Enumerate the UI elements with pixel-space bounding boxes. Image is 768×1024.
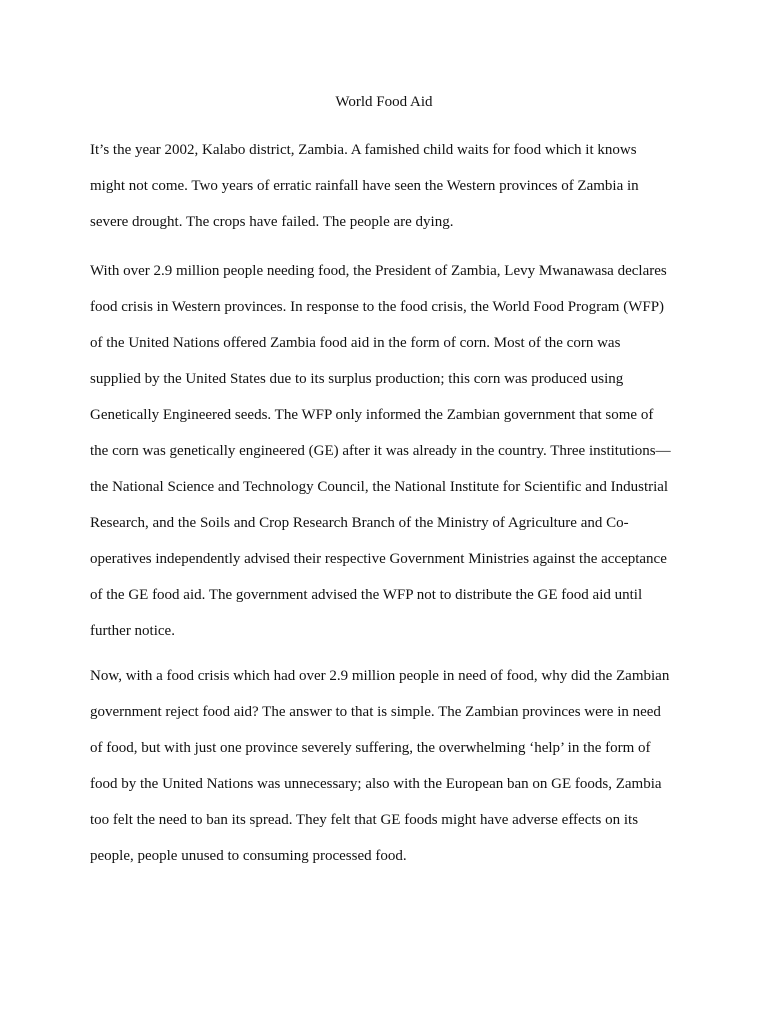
paragraph-line: Now, with a food crisis which had over 2.9 million people in need of food, why did the Zambian <box>90 668 670 684</box>
paragraph-1 <box>90 140 690 248</box>
paragraph-line: the corn was genetically engineered (GE) after it was already in the country. Three institutions— <box>90 443 671 459</box>
paragraph-line: might not come. Two years of erratic rainfall have seen the Western provinces of Zambia in <box>90 178 639 194</box>
paragraph-line: further notice. <box>90 623 175 639</box>
paragraph-line: the National Science and Technology Council, the National Institute for Scientific and Industrial <box>90 479 669 495</box>
paragraph-line: severe drought. The crops have failed. The people are dying. <box>90 214 454 230</box>
paragraph-3 <box>90 666 690 882</box>
paragraph-line: of food, but with just one province severely suffering, the overwhelming ‘help’ in the form of <box>90 740 651 756</box>
paragraph-line: supplied by the United States due to its surplus production; this corn was produced using <box>90 371 624 387</box>
paragraph-line: of the United Nations offered Zambia food aid in the form of corn. Most of the corn was <box>90 335 621 351</box>
paragraph-line: of the GE food aid. The government advised the WFP not to distribute the GE food aid until <box>90 587 643 603</box>
paragraph-line: operatives independently advised their respective Government Ministries against the acceptance <box>90 551 667 567</box>
paragraph-line: people, people unused to consuming processed food. <box>90 848 407 864</box>
paragraph-line: food by the United Nations was unnecessary; also with the European ban on GE foods, Zambia <box>90 776 662 792</box>
paragraph-line: too felt the need to ban its spread. They felt that GE foods might have adverse effects on its <box>90 812 639 828</box>
paragraph-line: food crisis in Western provinces. In response to the food crisis, the World Food Program (WFP) <box>90 299 665 315</box>
paragraph-line: government reject food aid? The answer to that is simple. The Zambian provinces were in need <box>90 704 661 720</box>
paragraph-2 <box>90 261 690 657</box>
paragraph-line: It’s the year 2002, Kalabo district, Zambia. A famished child waits for food which it knows <box>90 142 637 158</box>
document-title: World Food Aid <box>335 94 433 110</box>
paragraph-line: Research, and the Soils and Crop Research Branch of the Ministry of Agriculture and Co- <box>90 515 629 531</box>
paragraph-line: Genetically Engineered seeds. The WFP only informed the Zambian government that some of <box>90 407 654 423</box>
paragraph-line: With over 2.9 million people needing food, the President of Zambia, Levy Mwanawasa declares <box>90 263 667 279</box>
